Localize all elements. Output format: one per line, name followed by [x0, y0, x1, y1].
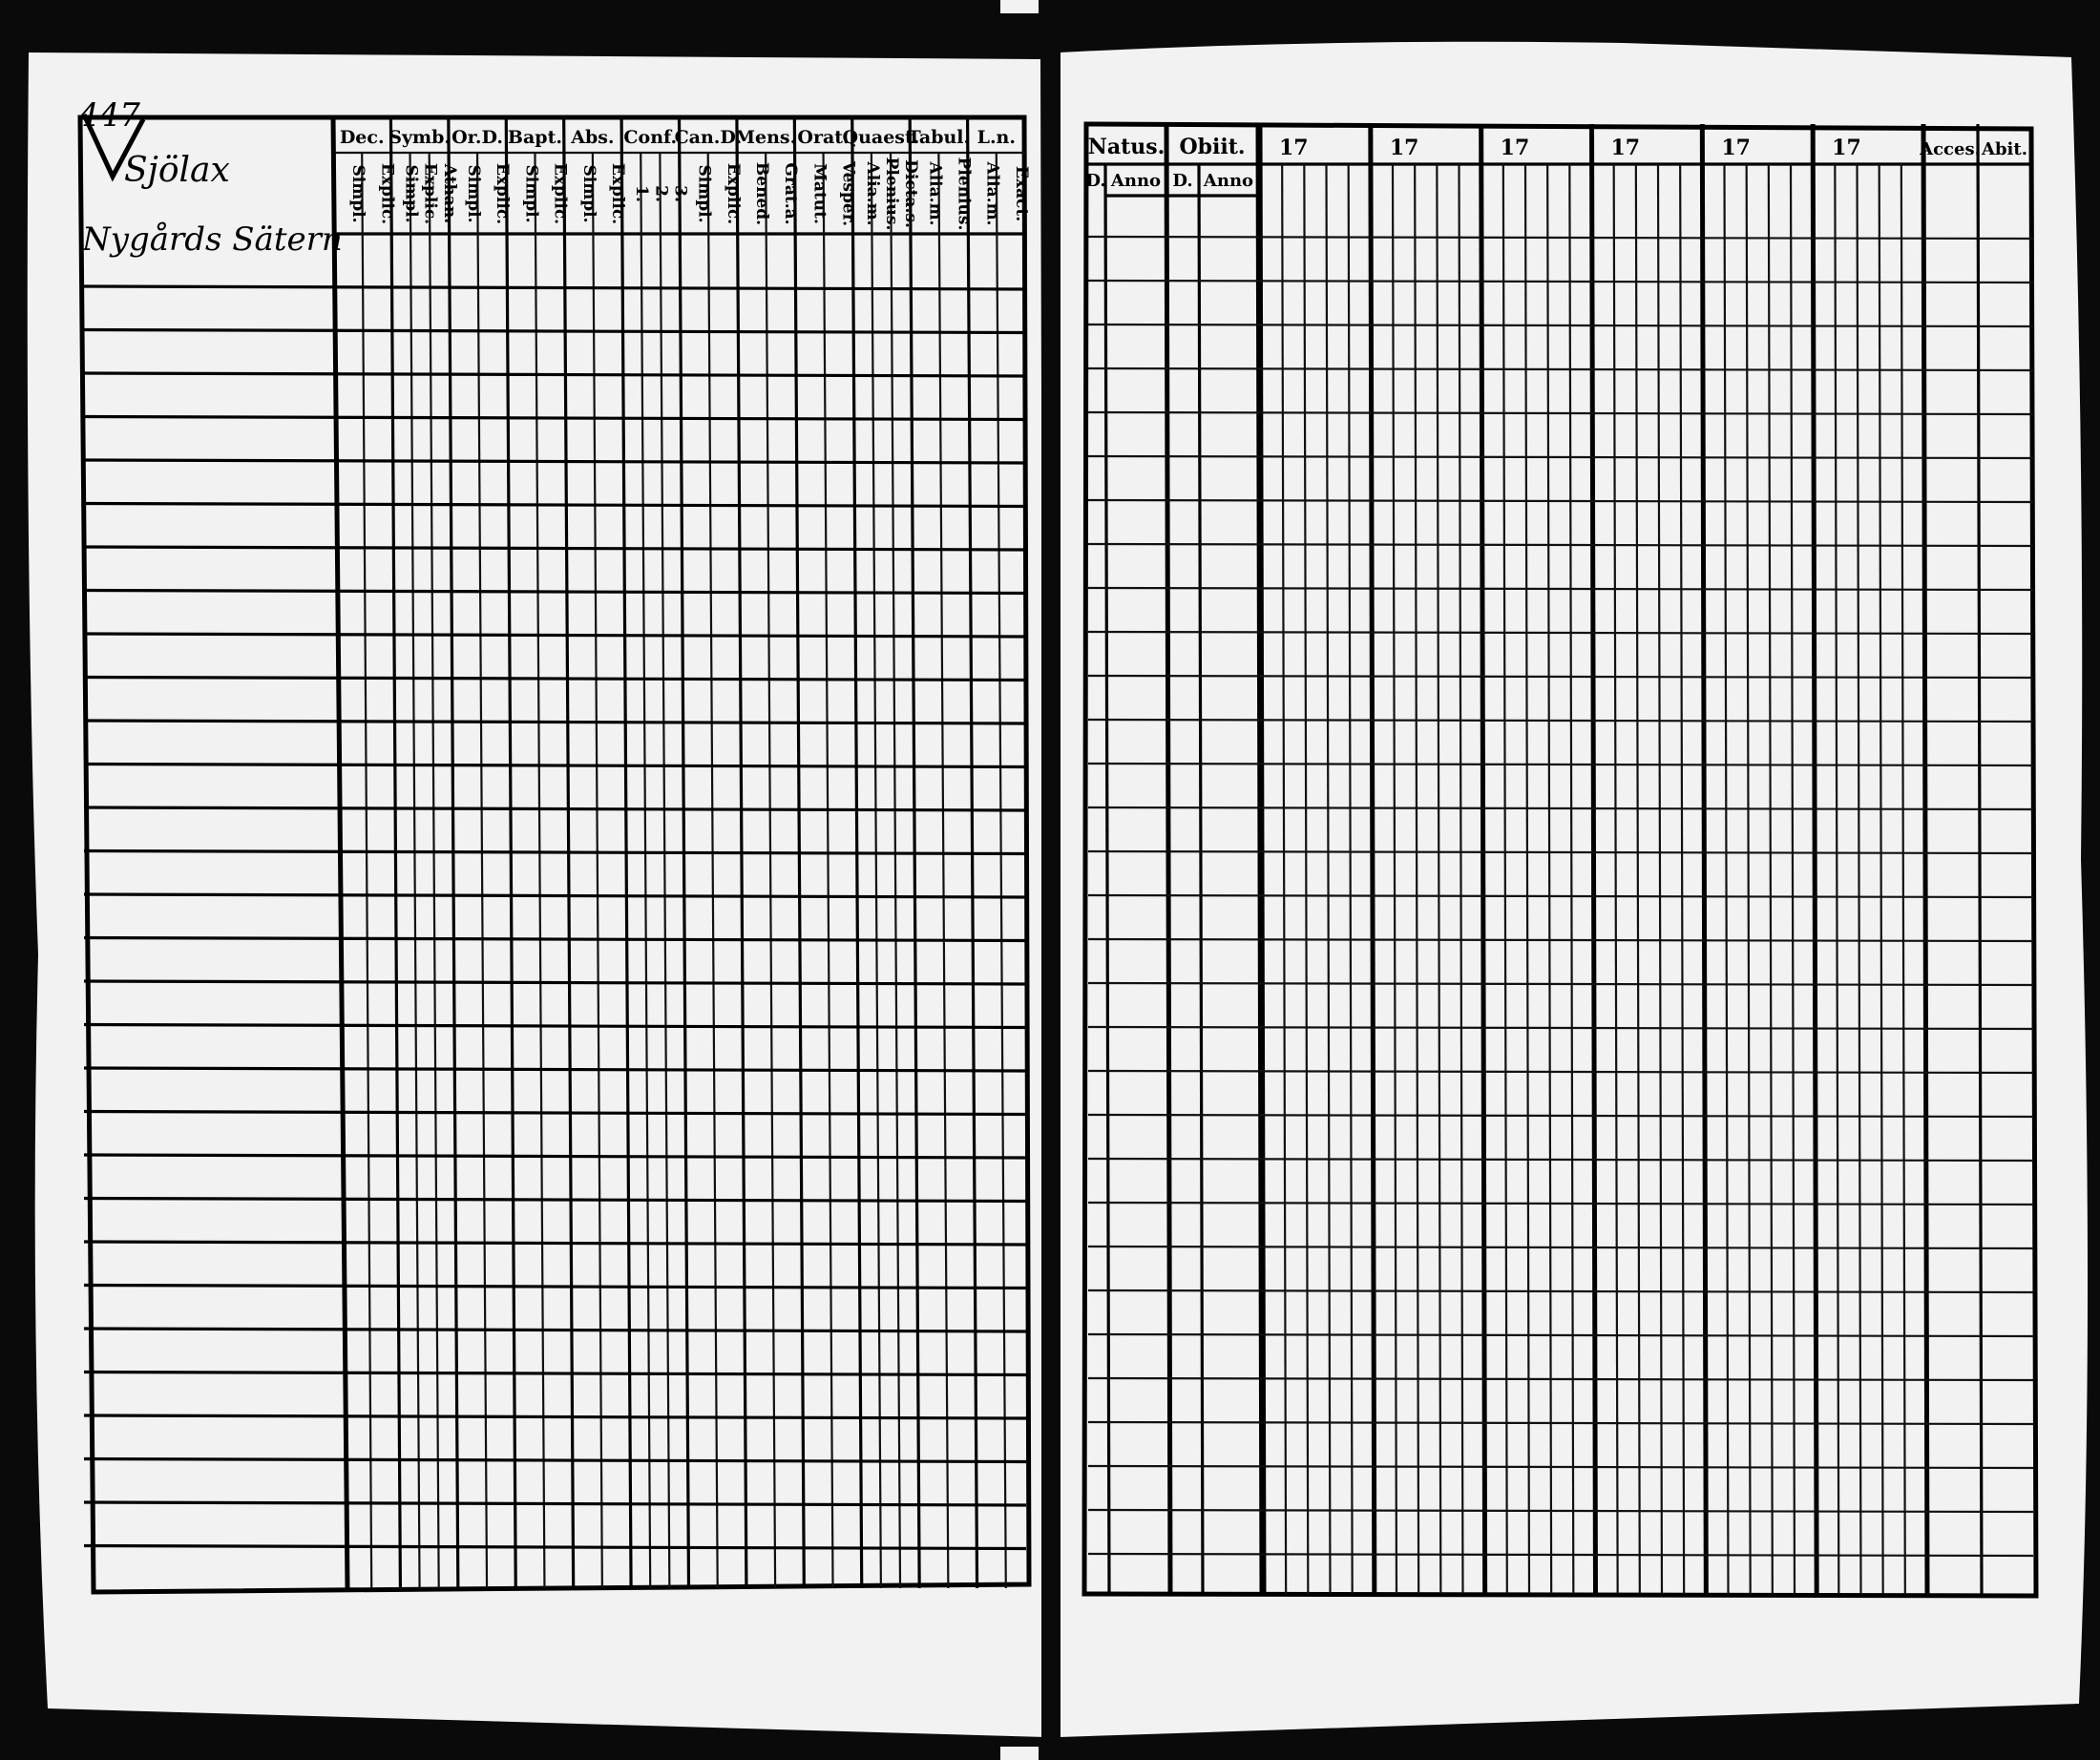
column-subheader: Anno — [1203, 171, 1254, 191]
folio-number: 447 — [78, 96, 140, 135]
column-subheader: Grat.a. — [781, 162, 801, 225]
place-name: Sjölax — [124, 151, 230, 190]
column-subheader: Simpl. — [463, 164, 483, 223]
column-header: Conf. — [623, 127, 678, 148]
column-header: Orat. — [797, 127, 850, 148]
column-subheader: Bened. — [752, 161, 772, 226]
column-subheader: Explic. — [723, 162, 743, 225]
column-header: Tabul. — [907, 127, 971, 148]
column-subheader: Alia.m. — [925, 161, 945, 226]
column-subheader: 1. — [632, 185, 652, 202]
column-subheader: Plenius. — [881, 157, 901, 231]
column-subheader: Alia.m. — [862, 161, 882, 226]
column-subheader: Explic. — [493, 162, 513, 225]
column-subheader: Simpl. — [578, 164, 598, 223]
column-subheader: Dicta.s. — [901, 159, 921, 228]
column-subheader: 2. — [651, 185, 671, 202]
column-header: Quaest. — [842, 127, 920, 148]
column-subheader: Anno — [1110, 171, 1162, 191]
binding-tab-top — [1000, 0, 1039, 13]
column-header: Dec. — [339, 127, 385, 148]
column-subheader: Explic. — [377, 162, 397, 225]
column-header: L.n. — [976, 127, 1016, 148]
binding-tab-bottom — [1000, 1747, 1039, 1760]
column-subheader: Plenius. — [954, 157, 974, 231]
column-subheader: Simpl. — [401, 164, 421, 223]
year-header: 17 — [1721, 136, 1751, 160]
year-header: 17 — [1500, 136, 1530, 160]
column-subheader: Matut. — [809, 163, 830, 224]
column-subheader: Simpl. — [521, 164, 541, 223]
column-header: Acces. — [1920, 139, 1981, 159]
year-header: 17 — [1279, 136, 1309, 160]
column-header: Natus. — [1087, 135, 1166, 159]
year-header: 17 — [1389, 136, 1419, 160]
year-header: 17 — [1610, 136, 1641, 160]
column-header: Or.D. — [452, 127, 503, 148]
year-header: 17 — [1832, 136, 1861, 160]
column-subheader: Exact. — [1011, 165, 1031, 222]
column-header: Can.D. — [674, 127, 742, 148]
column-header: Obiit. — [1179, 135, 1246, 159]
column-subheader: 3. — [670, 185, 690, 202]
column-subheader: Alia.m. — [982, 161, 1002, 226]
column-subheader: Vesper. — [838, 160, 858, 227]
column-header: Symb. — [388, 127, 452, 148]
column-subheader: Explic. — [607, 162, 627, 225]
column-subheader: Simpl. — [348, 164, 368, 223]
column-subheader: Simpl. — [694, 164, 714, 223]
column-subheader: Explic. — [550, 162, 570, 225]
household-name: Nygårds Sätern — [82, 220, 343, 259]
column-subheader: Explic. — [420, 162, 440, 225]
column-header: Abs. — [571, 127, 615, 148]
column-header: Mens. — [735, 127, 797, 148]
column-subheader: D. — [1085, 171, 1106, 191]
column-header: Bapt. — [507, 127, 562, 148]
gutter — [1041, 0, 1060, 1760]
column-subheader: Athan. — [439, 163, 459, 224]
column-header: Abit. — [1982, 139, 2027, 159]
column-subheader: D. — [1172, 171, 1193, 191]
